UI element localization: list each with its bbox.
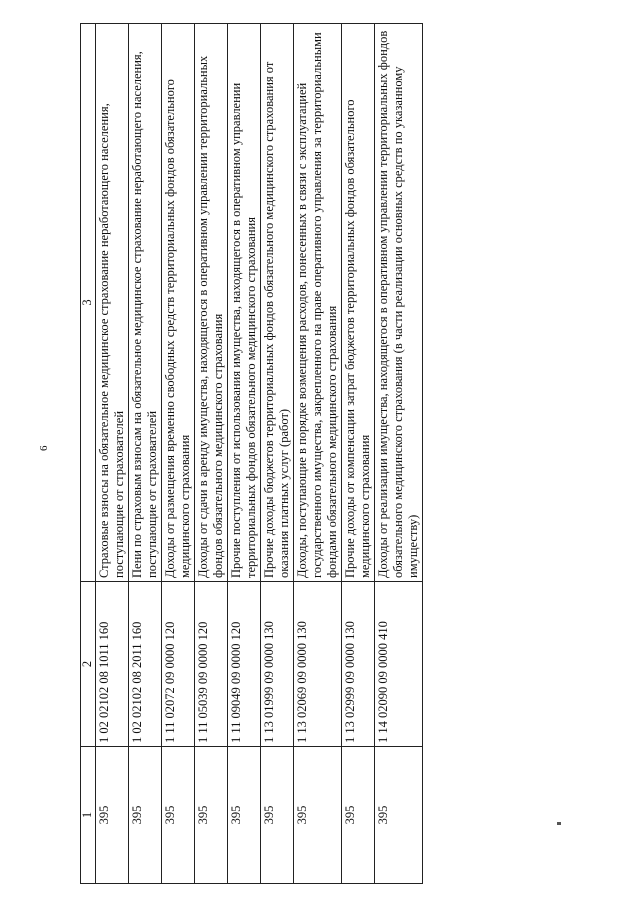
admin-code-cell: 395: [161, 747, 194, 884]
revenue-codes-table: [80, 23, 423, 884]
revenue-code-cell: 1 11 02072 09 0000 120: [161, 582, 194, 747]
revenue-name-cell: Страховые взносы на обязательное медицинское страхование неработающего населения, поступающие от страхователей: [95, 24, 128, 582]
revenue-code-cell: 1 02 02102 08 1011 160: [95, 582, 128, 747]
revenue-code-cell: 1 11 05039 09 0000 120: [194, 582, 227, 747]
table-row: [128, 24, 161, 884]
revenue-code-cell: 1 13 02069 09 0000 130: [293, 582, 341, 747]
column-header-3: 3: [81, 24, 96, 582]
table-row: [95, 24, 128, 884]
revenue-code-cell: 1 11 09049 09 0000 120: [227, 582, 260, 747]
revenue-code-cell: 1 13 02999 09 0000 130: [341, 582, 374, 747]
admin-code-cell: 395: [341, 747, 374, 884]
revenue-code-cell: 1 14 02090 09 0000 410: [374, 582, 422, 747]
revenue-code-cell: 1 02 02102 08 2011 160: [128, 582, 161, 747]
admin-code-cell: 395: [374, 747, 422, 884]
revenue-name-cell: Прочие доходы от компенсации затрат бюджетов территориальных фондов обязательного медицинского страхования: [341, 24, 374, 582]
admin-code-cell: 395: [128, 747, 161, 884]
revenue-name-cell: Доходы от реализации имущества, находящегося в оперативном управлении территориальных фондов обязательного медицинского страхования (в части реализации основных средств по указанному имуществу): [374, 24, 422, 582]
column-number-row: [81, 24, 96, 884]
column-header-2: 2: [81, 582, 96, 747]
revenue-code-cell: 1 13 01999 09 0000 130: [260, 582, 293, 747]
table-row: [194, 24, 227, 884]
table-row: [161, 24, 194, 884]
page-number: 6: [38, 445, 50, 451]
admin-code-cell: 395: [95, 747, 128, 884]
admin-code-cell: 395: [260, 747, 293, 884]
scan-mark: [557, 822, 561, 825]
table-row: [227, 24, 260, 884]
table-row: [374, 24, 422, 884]
revenue-name-cell: Пени по страховым взносам на обязательное медицинское страхование неработающего населения, поступающие от страхователей: [128, 24, 161, 582]
revenue-name-cell: Доходы от размещения временно свободных средств территориальных фондов обязательного медицинского страхования: [161, 24, 194, 582]
rotated-page-content: [80, 24, 600, 884]
revenue-name-cell: Прочие поступления от использования имущества, находящегося в оперативном управлении территориальных фондов обязательного медицинского страхования: [227, 24, 260, 582]
admin-code-cell: 395: [194, 747, 227, 884]
column-header-1: 1: [81, 747, 96, 884]
table-row: [260, 24, 293, 884]
revenue-name-cell: Доходы от сдачи в аренду имущества, находящегося в оперативном управлении территориальных фондов обязательного медицинского страхования: [194, 24, 227, 582]
admin-code-cell: 395: [293, 747, 341, 884]
table-row: [293, 24, 341, 884]
revenue-name-cell: Доходы, поступающие в порядке возмещения расходов, понесенных в связи с эксплуатацией государственного имущества, закрепленного на праве оперативного управления за территориальными фондами обязательного медицинского страхования: [293, 24, 341, 582]
revenue-name-cell: Прочие доходы бюджетов территориальных фондов обязательного медицинского страхования от оказания платных услуг (работ): [260, 24, 293, 582]
table-row: [341, 24, 374, 884]
admin-code-cell: 395: [227, 747, 260, 884]
